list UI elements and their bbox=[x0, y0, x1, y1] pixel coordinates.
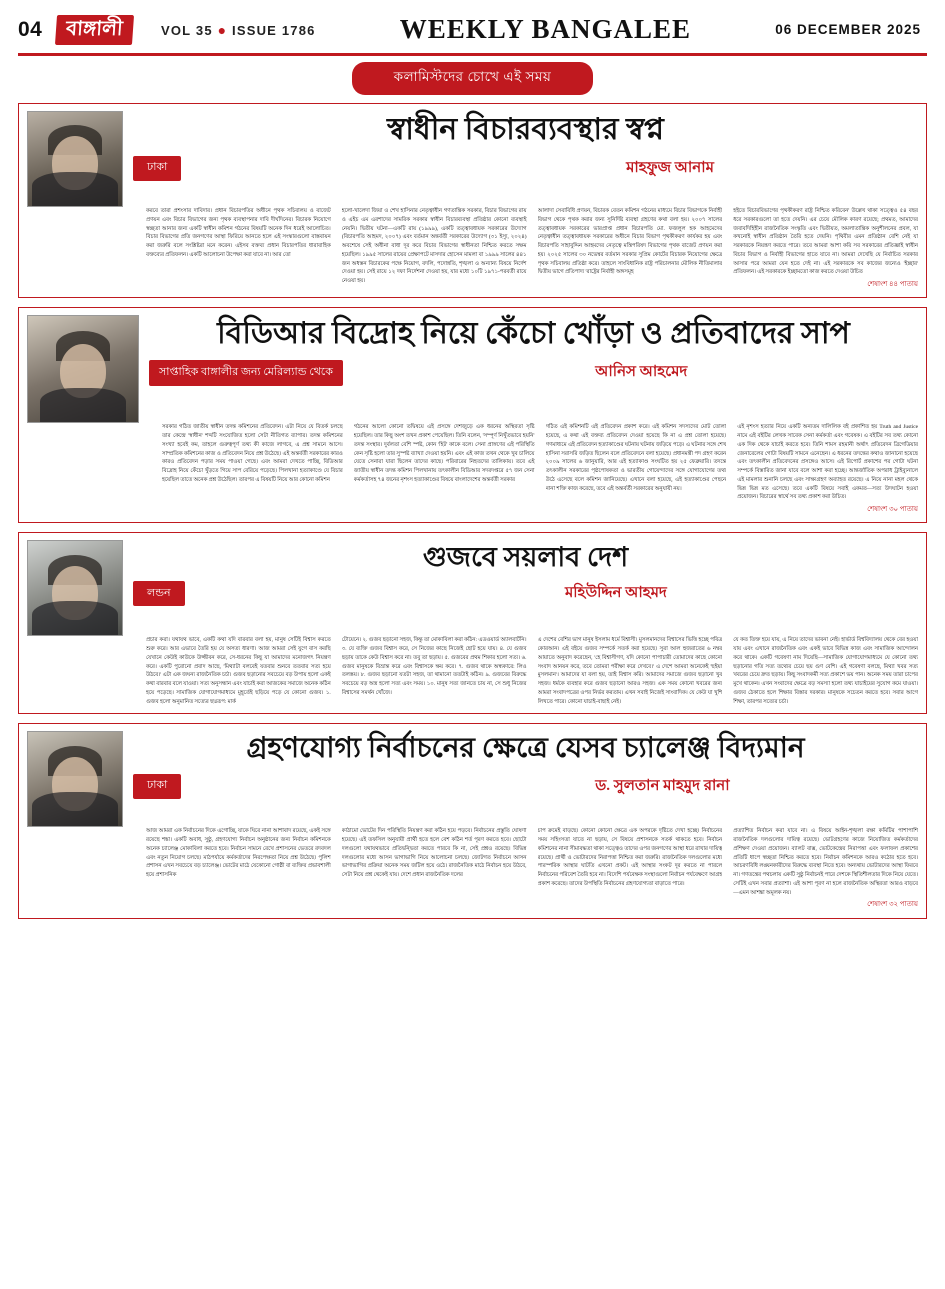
photo-body-shape bbox=[32, 792, 118, 826]
article-4-headblock bbox=[133, 731, 918, 798]
photo-body-shape bbox=[40, 388, 126, 422]
article-1-headline: স্বাধীন বিচারব্যবস্থার স্বপ্ন bbox=[386, 113, 665, 146]
section-ribbon: কলামিস্টদের চোখে এই সময় bbox=[352, 62, 594, 95]
article-3 bbox=[18, 532, 927, 714]
article-4-body bbox=[27, 827, 918, 910]
article-4 bbox=[18, 723, 927, 918]
bullet-icon: ● bbox=[217, 21, 228, 38]
photo-body-shape bbox=[32, 172, 118, 206]
publication-logo: বাঙ্গালী bbox=[55, 15, 134, 45]
article-4-col-2: কাঠামো ভোটের দিন পরিস্থিতি নিয়ন্ত্রণ করা কঠিন হয়ে পড়বে। নির্বাচনের প্রস্তুতি ঘোষণা হয়েছে। এই তফসিল অনুযায়ী প্রার্থী হতে হলে বেশ কঠিন শর্ত পূরণ করতে হবে। ছোটো দলগুলো যথাযথভাবে প্রতিদ্বন্দ্বিতা করতে পারবে কি না, সেই প্রশ্নও রয়েছে। বিভিন্ন দলগুলোর মধ্যে আসন ভাগাভাগি নিয়ে আলোচনা চলছে। জোটগত নির্বাচনে আসন ভাগাভাগির প্রক্রিয়া অনেক সময় জটিল হয়ে ওঠে। রাজনৈতিক মাঠে নির্বাচন হয়ে উঠবে, সেটা নিয়ে প্রশ্ন থেকেই যায়। দেশে প্রধান রাজনৈতিক দলের bbox=[341, 828, 527, 879]
article-3-headline: গুজবে সয়লাব দেশ bbox=[422, 542, 629, 573]
section-ribbon-wrap bbox=[18, 62, 927, 95]
article-3-col-1: প্রচার করা। যথাযথ ভাবে, একটি কথা যদি বারবার বলা হয়, মানুষ সেটিই বিশ্বাস করতে শুরু করে। আর এভাবে তৈরি হয় যে অসত্য ধারণা। আজ আমরা সেই যুগে বাস করছি যেখানে কেউই কাউকে উজ্জীবন করে, সে-ধরনের কিছু যা আমাদের মনোজগৎ নিয়ন্ত্রণ করে। একটি পুরোনো প্রবাদ আছে, 'মিথ্যাটা বলবেই যতবার শুনবে ততবার সত্য হয়ে উঠবে।' এটা এক জঘন্য রাজনৈতিক চর্চা। গুজব ছড়ানোর সবচেয়ে বড় উপায় হলো একই কথা বারবার বলে যাওয়া। সত্য অনুসন্ধান এবং যাচাই করা আজকের সমাজে অনেক কঠিন হয়ে পড়েছে। সামাজিক যোগাযোগমাধ্যমে মুহূর্তেই ছড়িয়ে পড়ে যে কোনো গুজব। ১. গুজব হলো অনুমানিত সত্যের ছদ্মরূপ: মার্ক bbox=[146, 637, 331, 705]
article-4-col-4-text: প্রত্যাশিত নির্বাচন করা যাবে না। এ বিষয়ে আইন-শৃঙ্খলা রক্ষা কমিটির পাশাপাশি রাজনৈতিক দলগুলোর দায়িত্ব রয়েছে। ভোটগ্রহণের কাজে নিয়োজিত কর্মকর্তাদের প্রশিক্ষণ দেওয়া প্রয়োজন। ব্যালট বাক্স, ভোটকেন্দ্রের নিরাপত্তা এবং ফলাফল প্রকাশের প্রতিটি ধাপে স্বচ্ছতা নিশ্চিত করতে হবে। নির্বাচন কমিশনকে আরও কঠোর হতে হবে। আচরণবিধি লঙ্ঘনকারীদের বিরুদ্ধে ব্যবস্থা নিতে হবে। অন্যথায় ভোটারদের আস্থা ফিরবে না। গণতন্ত্রের পথচলায় একটি সুষ্ঠু নির্বাচনই পারে দেশকে স্থিতিশীলতার দিকে নিয়ে যেতে। সেটিই এখন সবার প্রত্যাশা। এই আশা পূরণ না হলে রাজনৈতিক অস্থিরতা আরও বাড়বে—এমন আশঙ্কা অমূলক নয়। bbox=[733, 828, 918, 896]
issue-date: 06 DECEMBER 2025 bbox=[775, 22, 921, 37]
article-1-col-3: আলাদা সেবাবিধি প্রণয়ন, বিচারক বেতন কমিশন গঠনের মাধ্যমে বিচার বিভাগকে নির্বাহী বিভাগ থেকে পৃথক করার জন্য সুনির্দিষ্ট ব্যবস্থা গ্রহণের কথা বলা হয়। ২০০৭ সালের তত্ত্বাবধায়ক সরকারের ভারপ্রাপ্ত প্রধান বিচারপতি মো. ফজলুল হক আহমেদের নেতৃত্বাধীন তত্ত্বাবধায়ক সরকারের অধীনে বিচার বিভাগ পৃথকীকরণ কার্যকর হয় এবং বিচারপতি সাহাবুদ্দিন আহমদের নেতৃত্বে মন্ত্রিপরিষদ বিভাগের পৃথক বাজেট প্রণয়ন করা হয়। ২০২৫ সালের ৩০ নভেম্বর বর্তমান সরকার সুপ্রিম কোর্টের বিচারক নিয়োগের ক্ষেত্রে পৃথক সচিবালয় প্রতিষ্ঠা করে। তাহলে সাংবিধানিক রাষ্ট্র পরিচালনার মৌলিক নীতিমালার দ্বিতীয় ভাগে প্রতিপাদ্য 'রাষ্ট্রের নির্বাহী অঙ্গসমূহ bbox=[537, 208, 723, 276]
author-photo bbox=[27, 315, 139, 423]
article-4-head bbox=[27, 731, 918, 827]
article-1-head bbox=[27, 111, 918, 207]
article-1-col-1: করবে তারা প্রশংসার দাবিদার। প্রধান বিচারপতির অধীনে পৃথক সচিবালয় ও বাজেট প্রণয়ন এবং বিচার বিভাগের জন্য পৃথক ব্যবস্থাপনার দাবি দীর্ঘদিনের। বিচারক নিয়োগে স্বচ্ছতা আনার জন্য একটি স্বাধীন কমিশন গঠনের বিষয়টি অনেক দিন ধরেই আলোচিত। বিচার বিভাগের প্রতি জনগণের আস্থা ফিরিয়ে আনতে হলে এই সংস্কারগুলো বাস্তবায়ন করা জরুরি বলে সংশ্লিষ্টরা মনে করেন। এইসব বক্তব্য প্রধান বিচারপতির ধারাবাহিক বক্তব্যের প্রতিফলন। একটি আলোচনা উপেক্ষা করা যাবে না। আর তো bbox=[146, 208, 331, 258]
article-1-place: ঢাকা bbox=[133, 156, 181, 181]
article-2-col-4-text: এই নৃশংস হত্যার নিয়ে একটি অন্যতম দালিলিক বই প্রকাশিত হয় Truth and Justice নামে এই বইটির লেখক সাবেক সেনা কর্মকর্তা এবং গবেষক। এ বইটির সব তথ্য কোনো এক দিক থেকে যাচাই করতে হবে। তিনি শামস রহমানী অর্থাৎ প্রতিবেদন ব্রিগেডিয়ার জেনারেলের গোটা বিষয়টি সামনে এনেছেন। এ ধরনের তদন্তের কথাও জানানো হয়েছে এবং তৎকালীন প্রতিবেদনের প্রসঙ্গেও আসে। এই রিপোর্ট প্রকাশের পর গোটা ঘটনা সম্পর্কে বিস্তারিত জানা যাবে বলে আশা করা হচ্ছে। আন্তর্জাতিক অপরাধ ট্রাইব্যুনালে এই মামলার শুনানি চলছে এবং সাক্ষ্যগ্রহণ অব্যাহত রয়েছে। এ নিয়ে নানা মহল থেকে ভিন্ন ভিন্ন মত এসেছে। তবে একটি বিষয়ে সবাই একমত—সত্য উদঘাটন হওয়া প্রয়োজন। বিচারের স্বার্থে সব তথ্য প্রকাশ করা উচিত। bbox=[737, 424, 918, 501]
article-1-jump: শেষাংশ ৪৪ পাতায় bbox=[867, 280, 918, 288]
article-1-col-4 bbox=[733, 207, 918, 290]
article-3-place: লন্ডন bbox=[133, 581, 185, 606]
article-4-jump: শেষাংশ ৩২ পাতায় bbox=[867, 900, 918, 909]
article-2-col-4 bbox=[737, 423, 918, 515]
article-3-headblock bbox=[133, 540, 918, 606]
article-1 bbox=[18, 103, 927, 298]
article-2-head bbox=[27, 315, 918, 423]
article-3-col-4: যে কত তিক্ত হয়ে যায়, এ নিয়ে তাদের ভাবনা নেই। হার্ভার্ড বিশ্ববিদ্যালয় থেকে বের হওয়া যায় এবং এখানে রাজনৈতিক এবং একই ভাবে বিভিন্ন কাজ এবং সামাজিক আন্দোলন করে থাকে। একটি গবেষণা নাম দিয়েছি—সামাজিক যোগাযোগমাধ্যমে যে কোনো তথ্য ছড়ানোর গতি সত্য তথ্যের চেয়ে ছয় গুণ বেশি। এই গবেষণা বলছে, মিথ্যা খবর সত্য খবরের চেয়ে দ্রুত ছড়ায়। কিছু সংবাদকর্মী সত্য প্রকাশে ভয় পান। অনেক সময় তারা চাপের মুখে থাকেন। এখন সংবাদের ক্ষেত্রে বড় সমস্যা হলো তথ্য যাচাইয়ের সুযোগ কমে যাওয়া। গুজব ঠেকাতে হলে শিক্ষার বিস্তার দরকার। মানুষকে সচেতন করতে হবে। সবার আগে শিক্ষা, তারপর সত্যের চর্চা। bbox=[733, 637, 918, 705]
author-photo bbox=[27, 540, 123, 636]
article-2-body bbox=[27, 423, 918, 515]
article-2-author: আনিস আহমেদ bbox=[595, 364, 688, 381]
masthead-divider bbox=[18, 53, 927, 56]
article-3-byline bbox=[133, 581, 918, 606]
article-4-headline: গ্রহণযোগ্য নির্বাচনের ক্ষেত্রে যেসব চ্যালেঞ্জ বিদ্যমান bbox=[246, 733, 805, 765]
article-3-body bbox=[27, 636, 918, 706]
article-2-col-1: সরকার গঠিত জাতীয় স্বাধীন তদন্ত কমিশনের প্রতিবেদন। এটা নিয়ে যে বিতর্ক চলছে তার কেন্দ্রে 'স্বাধীন' শব্দটি সংযোজিত হলো সেটা নীতিগত ব্যাপার। তদন্ত কমিশনের সংখ্যা হবেই কম, তাহলে গুরুত্বপূর্ণ তথ্য কী কাজে লাগবে, এ প্রশ্ন সামনে আসে। সাম্প্রতিক কমিশনের কাজ ও প্রতিবেদন নিয়ে প্রশ্ন উঠেছে। এই অন্তর্বর্তী সরকারের কারও কারও প্রতিবেদন পড়ার সময় পাওয়া গেছে। এবং আমরা দেখতে পাচ্ছি, বিডিআর বিদ্রোহ নিয়ে কেঁচো খুঁড়তে গিয়ে সাপ বেরিয়ে পড়েছে। পিলখানা হত্যাকাণ্ডে যে বিচার হয়েছিল তাতে অনেক প্রশ্ন উঠেছিল। তারপর এ বিষয়টি নিয়ে আর কোনো কমিশন bbox=[162, 424, 343, 483]
article-3-col-3: এ দেশের বেশির ভাগ মানুষ ইসলাম ধর্মে বিশ্বাসী। মুসলমানদের বিশ্বাসের ভিত্তি হচ্ছে পবিত্র কোরআন। এই বইয়ে গুজব সম্পর্কে সতর্ক করা হয়েছে। সুরা আল হুজরাতের ৬ নম্বর আয়াতে অনুবাদ করেছেন, 'হে বিশ্বাসীগণ, যদি কোনো পাপাচারী তোমাদের কাছে কোনো সংবাদ আনয়ন করে, তবে তোমরা পরীক্ষা করে দেখবে।' এ দেশে আমরা অনেকেই 'ছইয়া মুসলমান'। আমাদের যা বলা হয়, তাই বিশ্বাস করি। আমাদের সমাজে গুজব ছড়ানো খুব সহজ। ধর্মকে ব্যবহার করে গুজব ছড়ানো আরও সহজ। এক সময় কোনো খবরের জন্য আমরা সংবাদপত্রের ওপর নির্ভর করতাম। এখন সবাই নিজেই সাংবাদিক। যে কেউ যা খুশি লিখতে পারে। কোনো যাচাই-বাছাই নেই। bbox=[537, 637, 723, 705]
article-1-author: মাহফুজ আনাম bbox=[626, 159, 714, 176]
article-2-byline bbox=[149, 360, 918, 386]
article-4-byline bbox=[133, 774, 918, 799]
article-4-col-4 bbox=[733, 827, 918, 910]
volume-label: VOL 35 bbox=[160, 22, 213, 38]
article-3-col-2: টোয়েনে। ২. গুজব ছড়ানো সহজ, কিন্তু তা মোকাবিলা করা কঠিন: এডওয়ার্ড অ্যালবার্টনি। ৩. যে ব্যক্তি গুজব বিশ্বাস করে, সে নিজের কাছে নিজেই ছোট হয়ে যায়। ৪. যে গুজব ছড়ায় তাকে কেউ বিশ্বাস করে না। তবু তা ছড়ায়। ৫. গুজবের প্রথম শিকার হলো সত্য। ৬. গুজব মানুষকে বিভ্রান্ত করে এবং বিশ্বাসকে ক্ষয় করে। ৭. গুজব থাকে অন্ধকারে: লিও তলস্তয়। ৮. গুজব ছড়ানো যতটা সহজ, তা থামানো ততটাই কঠিন। ৯. গুজবের বিরুদ্ধে সবচেয়ে বড় অস্ত্র হলো সত্য এবং সময়। ১০. মানুষ সত্য জানতে চায় না, সে শুধু নিজের বিশ্বাসের সমর্থন খোঁজে। bbox=[341, 637, 527, 696]
article-2-col-2: গঠনের আলো কোনো তদ্বিষয়ে এই প্রসঙ্গে দেশজুড়ে এক ধরনের অস্থিরতা সৃষ্টি হয়েছিল। তার কিছু অংশ তখন প্রকাশ পেয়েছিল। তিনি বলেন, 'সম্পূর্ণ নিখুঁতভাবে হয়নি' তদন্ত সংস্থার। দুর্বলতা বেশি স্পষ্ট, কোন 'হিট' কাকে বলে। সেনা প্রাঙ্গণের এই পরিস্থিতি কেন সৃষ্টি হলো তার সুস্পষ্ট ব্যাখ্যা দেওয়া হয়নি। এবং এই কাজ তখন থেকে খুব চালিয়ে যেতে সেনারা যারা ছিলেন তাদের কাছে। পরিবারের নিহতদের তালিকায়। তবে এই জাতীয় স্বাধীন তদন্ত কমিশন পিলখানায় তৎকালীন বিডিআর সদরদপ্তরে ৫৭ জন সেনা কর্মকর্তাসহ ৭৪ জনের নৃশংস হত্যাকাণ্ডের বিষয়ে বাংলাদেশের অন্তর্বর্তী সরকার bbox=[353, 424, 535, 483]
article-2-col-3: গঠিত এই কমিশনটি এই প্রতিবেদন প্রকাশ করে। এই কমিশন সদস্যদের মোট তোলা হয়েছে, এ কথা এই বক্তব্য প্রতিবেদন দেওয়া হয়েছে কি না এ প্রশ্ন তোলা হয়েছে। গণমাধ্যমে এই প্রতিবেদন হত্যাকাণ্ডের ঘটনায় ঘটনায় জড়িয়ে পড়ে। এ ঘটনার সঙ্গে শেখ হাসিনা সরাসরি জড়িত ছিলেন বলে প্রতিবেদনে বলা হয়েছে। প্রধানমন্ত্রী পদ গ্রহণ করেন ২০০৯ সালের ৬ জানুয়ারি, আর এই হত্যাকাণ্ড সংঘটিত হয় ২৫ ফেব্রুয়ারি। তদন্তে তৎকালীন সরকারের পৃষ্ঠপোষকতা ও ভারতীয় গোয়েন্দাদের সঙ্গে যোগাযোগের তথ্য উঠে এসেছে বলে কমিশন জানিয়েছে। এখানে বলা হয়েছে, এই হত্যাকাণ্ডের পেছনে নানা শক্তি কাজ করেছে, তবে এই অন্তর্বর্তী সরকারের অনুযায়ী নয়। bbox=[545, 424, 727, 492]
masthead bbox=[18, 14, 927, 51]
paper-title: WEEKLY BANGALEE bbox=[399, 14, 692, 44]
article-3-author: মহিউদ্দিন আহমদ bbox=[564, 585, 667, 602]
article-2-place: সাপ্তাহিক বাঙ্গালীর জন্য মেরিল্যান্ড থেকে bbox=[149, 360, 343, 386]
article-4-col-1: আজ আমরা এক নির্বাচনের দিকে এগোচ্ছি, যাকে ঘিরে নানা আশাবাদ রয়েছে, একই সঙ্গে রয়েছে শঙ্কা। একটি অবাধ, সুষ্ঠু, গ্রহণযোগ্য নির্বাচন অনুষ্ঠানের জন্য নির্বাচন কমিশনকে অনেক চ্যালেঞ্জ মোকাবিলা করতে হবে। নির্বাচন সামনে রেখে প্রশাসনের ভেতরে রদবদল এবং নতুন নিয়োগ চলছে। মাঠপর্যায়ে কর্মকর্তাদের নিরপেক্ষতা নিয়ে প্রশ্ন উঠেছে। পুলিশ প্রশাসন এখন সবচেয়ে বড় চ্যালেঞ্জ। ভোটের মাঠে যেকোনো গোষ্ঠী বা ব্যক্তির প্রভাবশালী হয়ে প্রশাসনিক bbox=[146, 828, 331, 879]
article-1-body bbox=[27, 207, 918, 290]
article-2-jump: শেষাংশ ৩০ পাতায় bbox=[867, 505, 918, 514]
author-photo bbox=[27, 731, 123, 827]
article-1-col-4-text: হইতে বিচারবিভাগের পৃথকীকরণ রাষ্ট্র নিশ্চিত করিবেন' উল্লেখ থাকা সত্ত্বেও ৫৪ বছর ধরে সরকারগুলো তা হতে দেয়নি। এর চেয়ে মৌলিক কারণ রয়েছে; প্রথমত, আমাদের জবাবদিহিহীন রাজনৈতিক সংস্কৃতি এবং দ্বিতীয়ত, অমলাতান্ত্রিক অনুশীলনের প্রবল, যা কখনোই স্বাধীন প্রতিষ্ঠান তৈরি হতে দেয়নি। পৃথিবীর এমন প্রতিষ্ঠান বেশি নেই যা সরকারকে নিয়ন্ত্রণ করতে পারে। তবে আমরা আশা করি সব সরকারের প্রতিজ্ঞাই স্বাধীন বিচার বিভাগ ও নির্বাহী বিভাগের হাতে যাবে না। আমরা দেখেছি যে নির্বাচিত সরকার আসার পরে আমরা যেন হতে দেই না। এই সরকারকে সব কাজের জন্যেও 'ইচ্ছার' প্রতিফলন। এই সরকারকে ইচ্ছামতো কাজ করতে দেওয়া উচিত bbox=[733, 208, 918, 276]
article-2-headblock bbox=[149, 315, 918, 386]
article-4-place: ঢাকা bbox=[133, 774, 181, 799]
article-4-col-3: চাপ ক্রমেই বাড়ছে। কোনো কোনো ক্ষেত্রে এক অপরকে দৃষ্টিতে দেখা হচ্ছে। নির্বাচনের সময় সহিংসতা যাতে না ছড়ায়, সে বিষয়ে প্রশাসনকে সতর্ক থাকতে হবে। নির্বাচন কমিশনের নানা সীমাবদ্ধতা থাকা সত্ত্বেও তাদের ওপর জনগণের আস্থা ধরে রাখার দায়িত্ব রয়েছে। প্রার্থী ও ভোটারদের নিরাপত্তা নিশ্চিত করা জরুরি। রাজনৈতিক দলগুলোর মধ্যে পারস্পরিক আস্থার ঘাটতি এখনো প্রকট। এই আস্থার সংকট দূর করতে না পারলে নির্বাচনের পরিবেশ তৈরি হবে না। বিদেশি পর্যবেক্ষক সংস্থাগুলো নির্বাচন পর্যবেক্ষণে আগ্রহ প্রকাশ করেছে। তাদের উপস্থিতি নির্বাচনের গ্রহণযোগ্যতা বাড়াতে পারে। bbox=[537, 828, 723, 887]
article-1-col-2: হলো-খালেদা জিয়া ও শেখ হাসিনার নেতৃত্বাধীন গণতান্ত্রিক সরকার, বিচার বিভাগের রায় ও এইচ এম এরশাদের সামরিক সরকার স্বাধীন বিচারব্যবস্থা প্রতিষ্ঠার কোনো ব্যবস্থাই নেয়নি। দ্বিতীয় ঘটনা—একটি রায় (১৯৯৯), একটি তত্ত্বাবধায়ক সরকারের উদ্যোগ (বিচারপতি আহমদ, ২০০৭) এবং বর্তমান অন্তর্বর্তী সরকারের উদ্যোগ (৩১ ইস্যু, ২০২৪) অবশেষে সেই অধীনা বাধা দূর করে বিচার বিভাগের স্বাধীনতা নিশ্চিত করতে সক্ষম হয়েছিল। ১৯৯৫ সালের রায়ের প্রেক্ষাপটে মাসদার হোসেন মামলা বা ১৯৯৯ সালের ৪৪১ জন অধস্তন বিচারকের পক্ষে নিয়োগ, বদলি, পদোন্নতি, শৃঙ্খলা ও অন্যান্য বিষয়ে নির্দেশ দেওয়া হয়। সেই রায়ে ১২ দফা নির্দেশনা দেওয়া হয়, যার মধ্যে ১০টি ১৯৭১-পরবর্তী রায়ে নেওয়া হয়। bbox=[341, 208, 527, 284]
page-number: 04 bbox=[18, 17, 43, 41]
article-1-headblock bbox=[133, 111, 918, 181]
author-photo bbox=[27, 111, 123, 207]
photo-body-shape bbox=[32, 601, 118, 635]
issue-label: ISSUE 1786 bbox=[232, 22, 316, 38]
article-2-headline: বিডিআর বিদ্রোহ নিয়ে কেঁচো খোঁড়া ও প্রতিবাদের সাপ bbox=[217, 317, 850, 351]
article-4-author: ড. সুলতান মাহমুদ রানা bbox=[595, 777, 730, 794]
article-1-byline bbox=[133, 156, 918, 181]
volume-issue bbox=[143, 22, 316, 38]
article-3-head bbox=[27, 540, 918, 636]
article-2 bbox=[18, 307, 927, 523]
